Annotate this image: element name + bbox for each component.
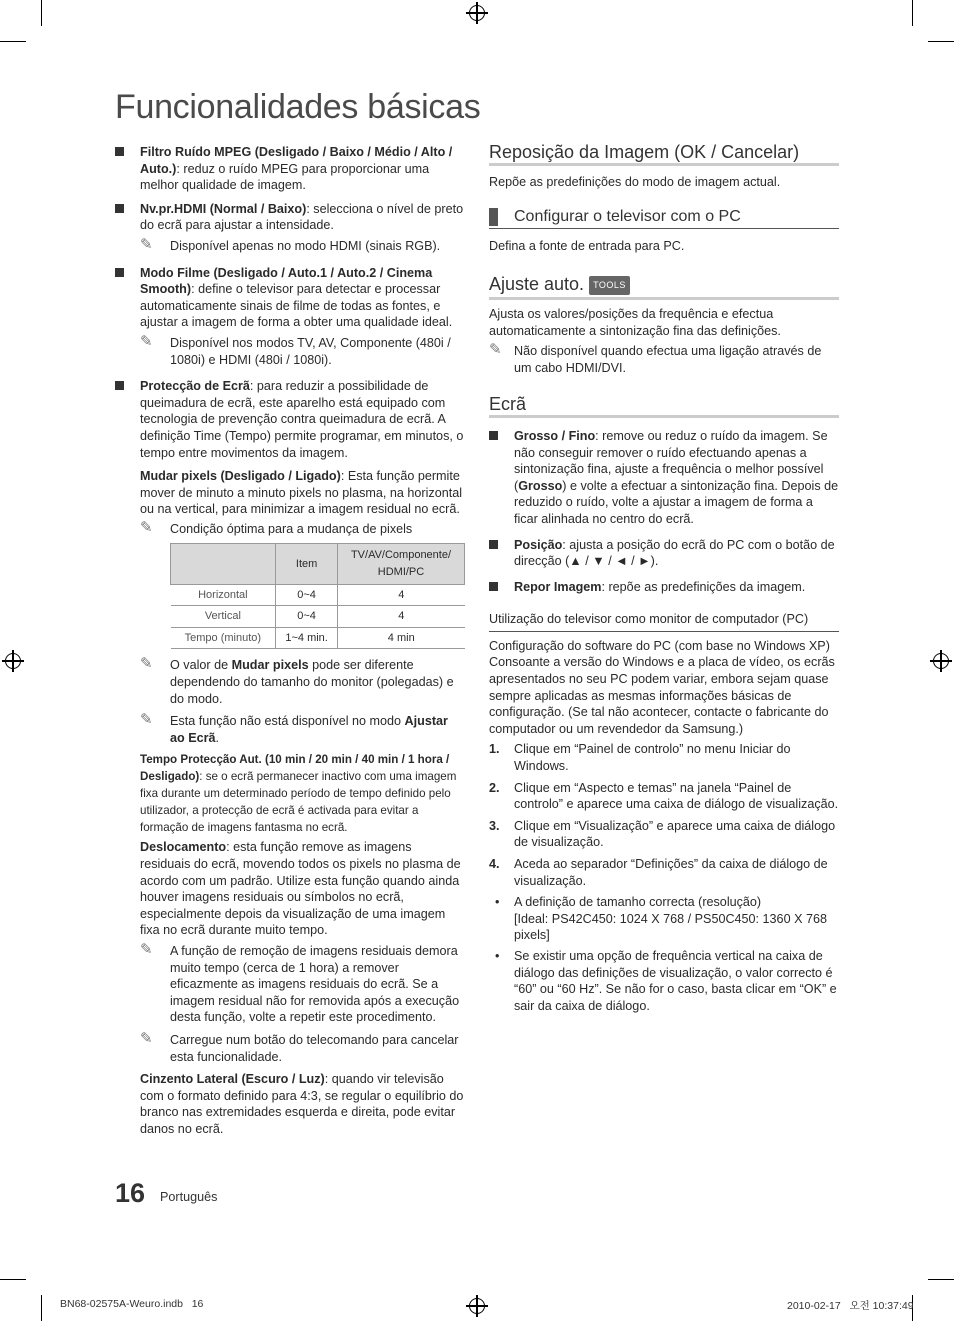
- note: ✎ Disponível apenas no modo HDMI (sinais RGB).: [140, 235, 441, 253]
- registration-mark-icon: [933, 653, 949, 669]
- right-column: [489, 144, 839, 1018]
- pencil-icon: ✎: [140, 235, 153, 253]
- sub-item: Cinzento Lateral (Escuro / Luz): quando vir televisão com o formato definido para 4:3, se regular o equilíbrio do branco nas extremidades esquerda e direita, pode evitar danos no ecrã.: [140, 1072, 464, 1136]
- paragraph: Ajusta os valores/posições da frequência e efectua automaticamente a sintonização fina das definições.: [489, 306, 781, 338]
- note: ✎ O valor de Mudar pixels pode ser diferente dependendo do tamanho do monitor (polegadas) e do modo.: [140, 655, 454, 706]
- pencil-icon: ✎: [140, 655, 153, 673]
- pencil-icon: ✎: [140, 1029, 153, 1047]
- footer-date: 2010-02-17 오전 10:37:49: [787, 1300, 914, 1312]
- paragraph: Configuração do software do PC (com base no Windows XP) Consoante a versão do Windows e a placa de vídeo, os ecrãs apresentados no seu PC podem variar, embora sejam quase sempre aplicadas as mesmas informações básicas de configuração. (Se tal não acontecer, contacte o fabricante do computador ou um revendedor da Samsung.): [489, 638, 835, 736]
- left-column: [115, 144, 465, 1143]
- section-heading: Ajuste auto. TOOLS: [489, 276, 839, 300]
- table-row: Horizontal 0~4 4: [171, 584, 465, 606]
- list-item: Posição: ajusta a posição do ecrã do PC com o botão de direcção (▲ / ▼ / ◄ / ►).: [489, 537, 839, 570]
- registration-mark-icon: [469, 1298, 485, 1314]
- language-label: Português: [160, 1190, 218, 1204]
- page-title: Funcionalidades básicas: [115, 88, 481, 126]
- pencil-icon: ✎: [140, 711, 153, 729]
- note: ✎ A função de remoção de imagens residuais demora muito tempo (cerca de 1 hora) a remover eficazmente as imagens residuais do ecrã. Se a imagem residual não for removida após a execução desta função, volte a repetir este procedimento.: [140, 940, 460, 1025]
- list-item: Protecção de Ecrã: para reduzir a possibilidade de queimadura de ecrã, este aparelho está equipado com tecnologia de prevenção contra queimadura de ecrã. A definição Time (Tempo) permite programar, em minutos, o tempo entre movimentos da imagem.: [115, 378, 465, 461]
- crop-mark: [928, 41, 954, 42]
- list-item: • A definição de tamanho correcta (resolução) [Ideal: PS42C450: 1024 X 768 / PS50C450: 1360 X 768 pixels]: [495, 895, 827, 943]
- table-row: Vertical 0~4 4: [171, 606, 465, 628]
- section-heading: Reposição da Imagem (OK / Cancelar): [489, 144, 839, 166]
- footer-file: BN68-02575A-Weuro.indb 16: [60, 1298, 204, 1310]
- tools-badge: TOOLS: [589, 276, 630, 295]
- list-item: 1. Clique em “Painel de controlo” no menu Iniciar do Windows.: [489, 742, 791, 774]
- crop-mark: [41, 0, 42, 26]
- note: ✎ Condição óptima para a mudança de pixels: [140, 518, 413, 536]
- list-item: Repor Imagem: repõe as predefinições da imagem.: [489, 579, 839, 596]
- monitor-heading: Utilização do televisor como monitor de computador (PC): [489, 611, 839, 632]
- crop-mark: [0, 1279, 26, 1280]
- paragraph: Defina a fonte de entrada para PC.: [489, 238, 685, 253]
- sub-item: Tempo Protecção Aut. (10 min / 20 min / 40 min / 1 hora / Desligado): se o ecrã permanecer inactivo com uma imagem fixa durante um determinado período de tempo definido pelo utilizador, a protecção de ecrã é activada para evitar a formação de imagens fantasma no ecrã.: [140, 753, 457, 834]
- pencil-icon: ✎: [140, 940, 153, 958]
- crop-mark: [912, 0, 913, 26]
- list-item: Modo Filme (Desligado / Auto.1 / Auto.2 / Cinema Smooth): define o televisor para detectar e processar automaticamente sinais de filme de todas as fontes, e ajustar a imagem de forma a obter uma qualidade ideal.: [115, 265, 465, 331]
- registration-mark-icon: [5, 653, 21, 669]
- table-row: Tempo (minuto) 1~4 min. 4 min: [171, 627, 465, 649]
- list-item: Nv.pr.HDMI (Normal / Baixo): selecciona o nível de preto do ecrã para ajustar a intensidade.: [115, 201, 465, 234]
- sub-item: Mudar pixels (Desligado / Ligado): Esta função permite mover de minuto a minuto pixels no plasma, na horizontal ou na vertical, para minimizar a imagem residual no ecrã.: [140, 469, 463, 517]
- page-number: 16: [115, 1178, 146, 1208]
- crop-mark: [41, 1295, 42, 1321]
- registration-mark-icon: [469, 5, 485, 21]
- list-item: 4. Aceda ao separador “Definições” da caixa de diálogo de visualização.: [489, 857, 828, 888]
- crop-mark: [0, 41, 26, 42]
- sub-item: Deslocamento: esta função remove as imagens residuais do ecrã, movendo todos os pixels no plasma de acordo com um padrão. Utilize esta função quando ainda houver imagens residuais ou símbolos no ecrã, especialmente depois da visualização de uma imagem fixa no ecrã durante muito tempo.: [140, 840, 461, 938]
- list-item: 2. Clique em “Aspecto e temas” na janela “Painel de controlo” e aparece uma caixa de diálogo de visualização.: [489, 780, 839, 812]
- list-item: • Se existir uma opção de frequência vertical na caixa de diálogo das definições de visualização, o valor correcto é “60” ou “60 Hz”. Se não for o caso, basta clicar em “OK” e sair da caixa de diálogo.: [495, 948, 837, 1013]
- list-item: 3. Clique em “Visualização” e aparece uma caixa de diálogo de visualização.: [489, 818, 836, 850]
- pixel-table: Item TV/AV/Componente/ HDMI/PC Horizontal 0~4 4 Vertical 0~4 4 Tempo (minuto) 1~4 min. 4 min: [170, 543, 465, 649]
- note: ✎ Não disponível quando efectua uma ligação através de um cabo HDMI/DVI.: [489, 341, 822, 375]
- note: ✎ Carregue num botão do telecomando para cancelar esta funcionalidade.: [140, 1029, 459, 1064]
- list-item: Filtro Ruído MPEG (Desligado / Baixo / Médio / Alto / Auto.): reduz o ruído MPEG para proporcionar uma melhor qualidade de imagem.: [115, 144, 465, 194]
- pencil-icon: ✎: [140, 518, 153, 536]
- note: ✎ Disponível nos modos TV, AV, Componente (480i / 1080i) e HDMI (480i / 1080i).: [140, 332, 451, 367]
- section-heading: Ecrã: [489, 396, 839, 418]
- subsection-heading: Configurar o televisor com o PC: [489, 206, 839, 229]
- pencil-icon: ✎: [140, 332, 153, 350]
- list-item: Grosso / Fino: remove ou reduz o ruído da imagem. Se não conseguir remover o ruído efectuando apenas a sintonização fina, ajuste a frequência o melhor possível (Grosso) e volte a efectuar a sintonização fina. Depois de reduzido o ruído, volte a ajustar a imagem de forma a ficar alinhada no centro do ecrã.: [489, 428, 839, 528]
- note: ✎ Esta função não está disponível no modo Ajustar ao Ecrã.: [140, 711, 448, 745]
- paragraph: Repõe as predefinições do modo de imagem actual.: [489, 174, 781, 189]
- pencil-icon: ✎: [489, 341, 502, 359]
- crop-mark: [928, 1279, 954, 1280]
